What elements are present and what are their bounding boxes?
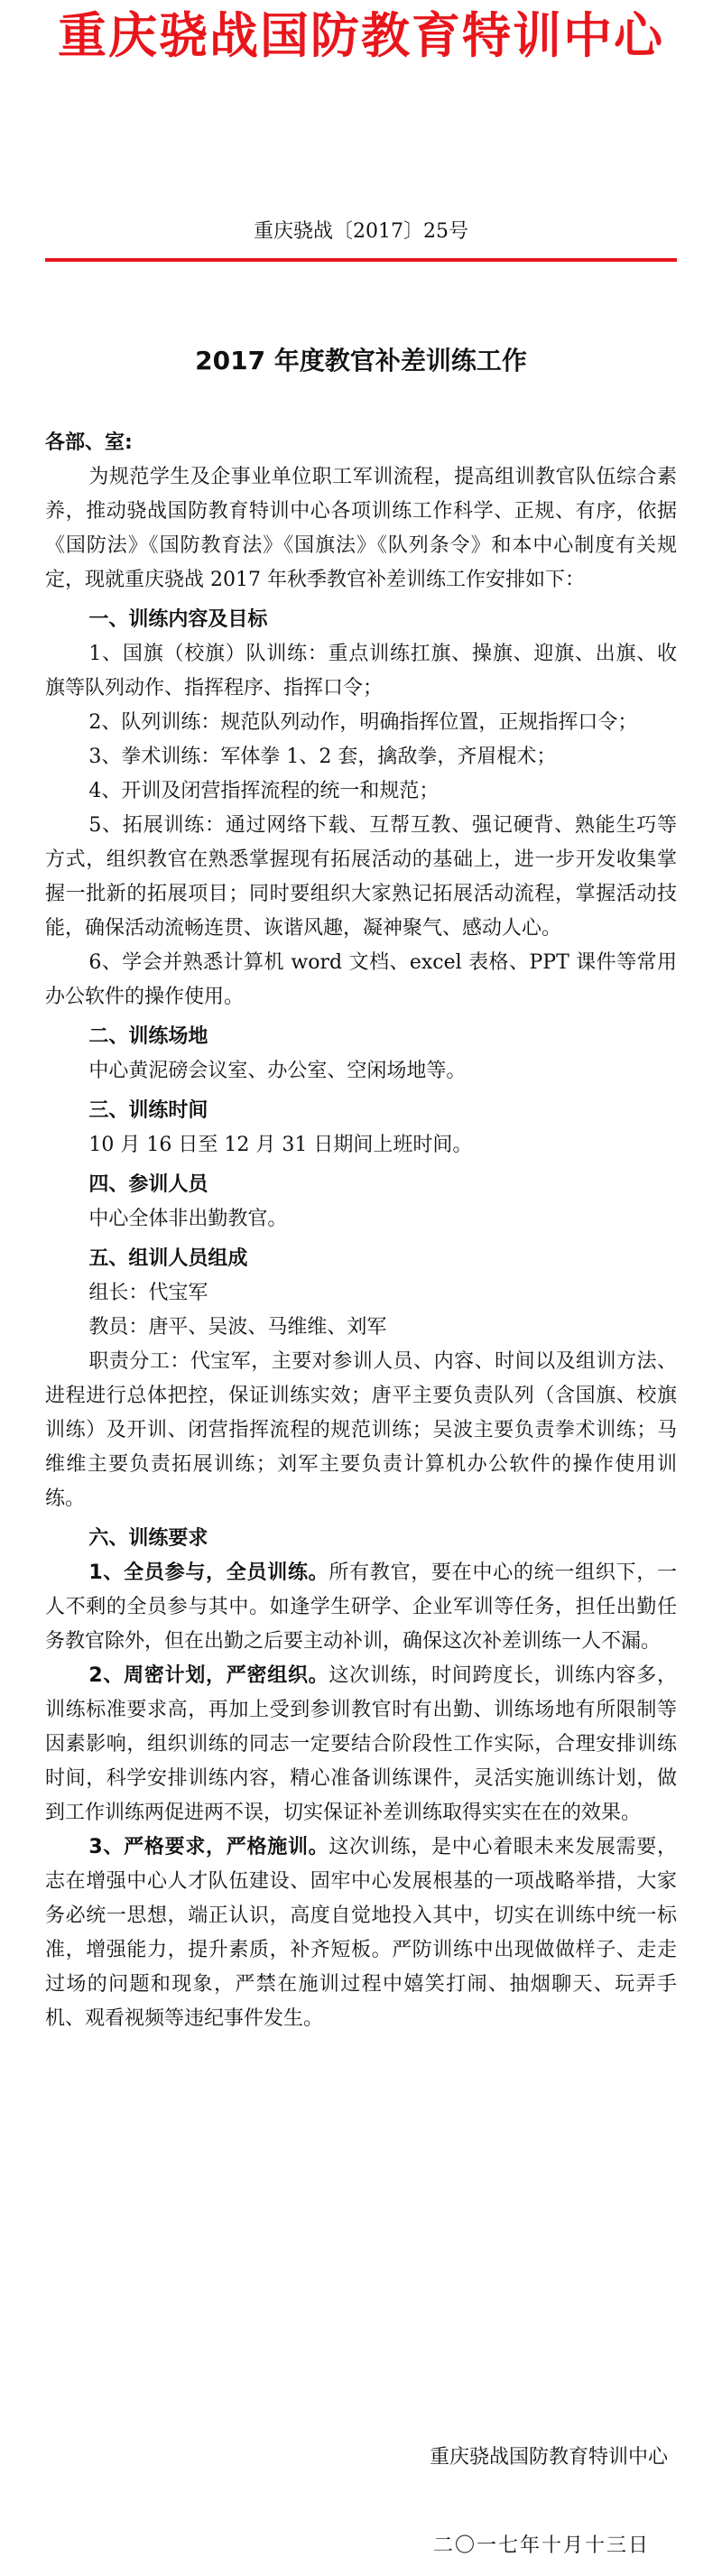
intro-paragraph: 为规范学生及企事业单位职工军训流程，提高组训教官队伍综合素养，推动骁战国防教育特训中心各项训练工作科学、正规、有序，依据《国防法》《国防教育法》《国旗法》《队列条令》和本中心制度有关规定，现就重庆骁战 2017 年秋季教官补差训练工作安排如下： (45, 466, 677, 591)
document-number: 重庆骁战〔2017〕25号 (254, 220, 468, 243)
requirement-text: 这次训练，是中心着眼未来发展需要，志在增强中心人才队伍建设、固牢中心发展根基的一项战略举措，大家务必统一思想，端正认识，高度自觉地投入其中，切实在训练中统一标准，增强能力，提升素质，补齐短板。严防训练中出现做做样子、走走过场的问题和现象，严禁在施训过程中嬉笑打闹、抽烟聊天、玩弄手机、观看视频等违纪事件发生。 (45, 1836, 677, 2030)
requirement-paragraph (45, 1659, 677, 1830)
document-title: 2017 年度教官补差训练工作 (195, 346, 527, 375)
signature-organization: 重庆骁战国防教育特训中心 (429, 2446, 668, 2469)
org-header-title: 重庆骁战国防教育特训中心 (58, 7, 664, 64)
content-item: 4、开训及闭营指挥流程的统一和规范； (88, 780, 440, 802)
participants-text: 中心全体非出勤教官。 (88, 1208, 288, 1230)
requirement-text: 所有教官，要在中心的统一组织下，一人不剩的全员参与其中。如逢学生研学、企业军训等任务，担任出勤任务教官除外，但在出勤之后要主动补训，确保这次补差训练一人不漏。 (45, 1561, 677, 1653)
requirement-lead: 2、周密计划，严密组织。 (88, 1664, 329, 1687)
section-heading-organizers: 五、组训人员组成 (88, 1247, 248, 1270)
instructors-text: 教员：唐平、吴波、马维维、刘军 (88, 1316, 387, 1339)
signature-date: 二〇一七年十月十三日 (432, 2534, 650, 2557)
duties-text: 职责分工：代宝军，主要对参训人员、内容、时间以及组训方法、进程进行总体把控，保证训练实效；唐平主要负责队列（含国旗、校旗训练）及开训、闭营指挥流程的规范训练；吴波主要负责拳术训练；马维维主要负责拓展训练；刘军主要负责计算机办公软件的操作使用训练。 (45, 1350, 677, 1510)
requirement-text: 这次训练，时间跨度长，训练内容多，训练标准要求高，再加上受到参训教官时有出勤、训练场地有所限制等因素影响，组织训练的同志一定要结合阶段性工作实际，合理安排训练时间，科学安排训练内容，精心准备训练课件，灵活实施训练计划，做到工作训练两促进两不误，切实保证补差训练取得实实在在的效果。 (45, 1664, 677, 1824)
venue-text: 中心黄泥磅会议室、办公室、空闲场地等。 (88, 1060, 467, 1082)
requirement-paragraph (45, 1830, 677, 2036)
requirement-lead: 3、严格要求，严格施训。 (88, 1836, 329, 1858)
red-divider-line (45, 258, 677, 262)
section-heading-requirements: 六、训练要求 (88, 1527, 208, 1550)
section-heading-participants: 四、参训人员 (88, 1173, 208, 1196)
content-item: 5、拓展训练：通过网络下载、互帮互教、强记硬背、熟能生巧等方式，组织教官在熟悉掌握现有拓展活动的基础上，进一步开发收集掌握一批新的拓展项目；同时要组织大家熟记拓展活动流程，掌握活动技能，确保活动流畅连贯、诙谐风趣，凝神聚气、感动人心。 (45, 814, 677, 940)
requirement-paragraph (45, 1556, 677, 1659)
section-heading-content: 一、训练内容及目标 (88, 608, 268, 631)
document-body (45, 426, 677, 2036)
section-heading-time: 三、训练时间 (88, 1099, 208, 1122)
time-text: 10 月 16 日至 12 月 31 日期间上班时间。 (88, 1134, 473, 1156)
content-item: 2、队列训练：规范队列动作，明确指挥位置，正规指挥口令； (88, 711, 638, 734)
content-item: 1、国旗（校旗）队训练：重点训练扛旗、操旗、迎旗、出旗、收旗等队列动作、指挥程序、指挥口令； (45, 643, 677, 700)
content-item: 6、学会并熟悉计算机 word 文档、excel 表格、PPT 课件等常用办公软件的操作使用。 (45, 951, 677, 1008)
requirement-lead: 1、全员参与，全员训练。 (88, 1561, 329, 1584)
content-item: 3、拳术训练：军体拳 1、2 套，擒敌拳，齐眉棍术； (88, 746, 557, 768)
leader-text: 组长：代宝军 (88, 1282, 208, 1304)
salutation: 各部、室: (45, 431, 133, 454)
section-heading-venue: 二、训练场地 (88, 1025, 208, 1048)
